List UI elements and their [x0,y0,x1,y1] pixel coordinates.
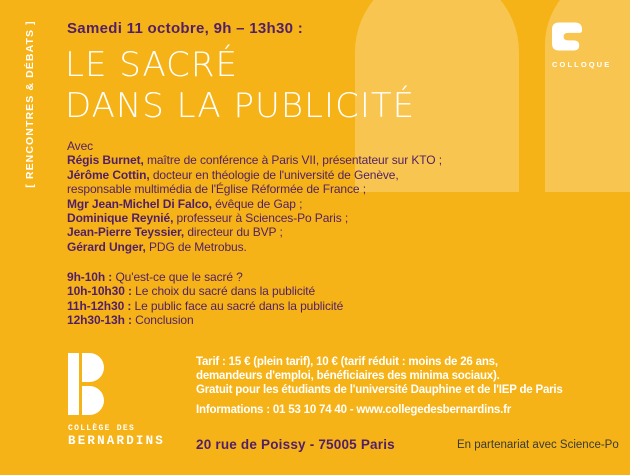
speaker-line: Jérôme Cottin, docteur en théologie de l'université de Genève, [67,167,399,182]
colloque-c-icon [552,22,582,51]
speaker-line: Jean-Pierre Teyssier, directeur du BVP ; [67,225,283,240]
schedule-item: 9h-10h : Qu'est-ce que le sacré ? [67,270,243,284]
speaker-line: Mgr Jean-Michel Di Falco, évêque de Gap ; [67,196,303,211]
schedule [67,270,343,328]
title-line-2: DANS LA PUBLICITÉ [65,86,416,126]
address: 20 rue de Poissy - 75005 Paris [196,437,395,452]
speaker-line: Gérard Unger, PDG de Metrobus. [67,239,247,254]
speaker-line: Dominique Reynié, professeur à Sciences-Po Paris ; [67,211,349,226]
bernardins-b-icon [68,353,108,415]
title-line-1: LE SACRÉ [65,45,238,85]
series-label: [ RENCONTRES & DÉBATS ] [24,20,36,188]
colloque-logo [552,22,611,69]
tariff-line: Tarif : 15 € (plein tarif), 10 € (tarif réduit : moins de 26 ans, [196,356,498,368]
b-icon-bottom-lobe [82,386,104,415]
speakers-intro: Avec [67,139,94,153]
speakers-list [67,139,442,254]
tariff-line: demandeurs d'emploi, bénéficiaires des minima sociaux). [196,369,500,382]
event-date: Samedi 11 octobre, 9h – 13h30 : [67,20,304,37]
speaker-line: responsable multimédia de l'Église Réformée de France ; [67,182,366,197]
bernardins-logo-line-2: BERNARDINS [68,434,166,448]
event-title [65,45,415,127]
b-icon-top-lobe [82,353,104,382]
schedule-item: 10h-10h30 : Le choix du sacré dans la publicité [67,284,316,299]
bernardins-logo-line-1: COLLÈGE DES [68,424,136,433]
tariff-line: Gratuit pour les étudiants de l'université Dauphine et de l'IEP de Paris [196,383,563,396]
speaker-line: Régis Burnet, maître de conférence à Paris VII, présentateur sur KTO ; [67,153,442,168]
b-icon-bar [68,353,79,415]
contact-info: Informations : 01 53 10 74 40 - www.collegedesbernardins.fr [196,403,511,416]
schedule-item: 11h-12h30 : Le public face au sacré dans la publicité [67,298,344,313]
schedule-item: 12h30-13h : Conclusion [67,313,194,328]
colloque-label: COLLOQUE [552,60,612,69]
tariff-info [196,356,563,418]
partner-note: En partenariat avec Science-Po [457,439,619,451]
